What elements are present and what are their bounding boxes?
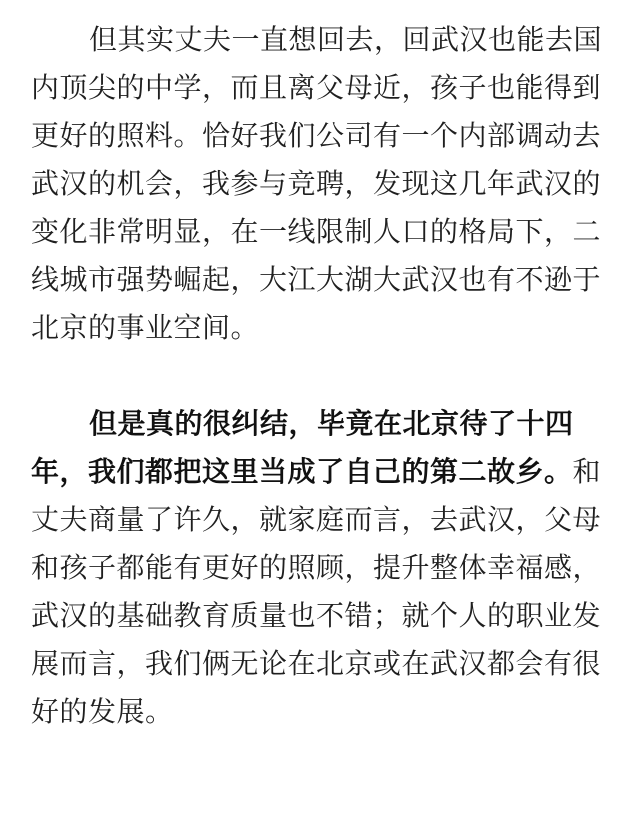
- paragraph-2-text: 和丈夫商量了许久，就家庭而言，去武汉，父母和孩子都能有更好的照顾，提升整体幸福感，武汉的基础教育质量也不错；就个人的职业发展而言，我们俩无论在北京或在武汉都会有很好的发展。: [31, 455, 602, 728]
- paragraph-2-bold-text: 但是真的很纠结，毕竟在北京待了十四年，我们都把这里当成了自己的第二故乡。: [31, 407, 574, 488]
- paragraph-2: [31, 400, 622, 736]
- paragraph-1: 但其实丈夫一直想回去，回武汉也能去国内顶尖的中学，而且离父母近，孩子也能得到更好的照料。恰好我们公司有一个内部调动去武汉的机会，我参与竞聘，发现这几年武汉的变化非常明显，在一线限制人口的格局下，二线城市强势崛起，大江大湖大武汉也有不逊于北京的事业空间。: [31, 23, 603, 344]
